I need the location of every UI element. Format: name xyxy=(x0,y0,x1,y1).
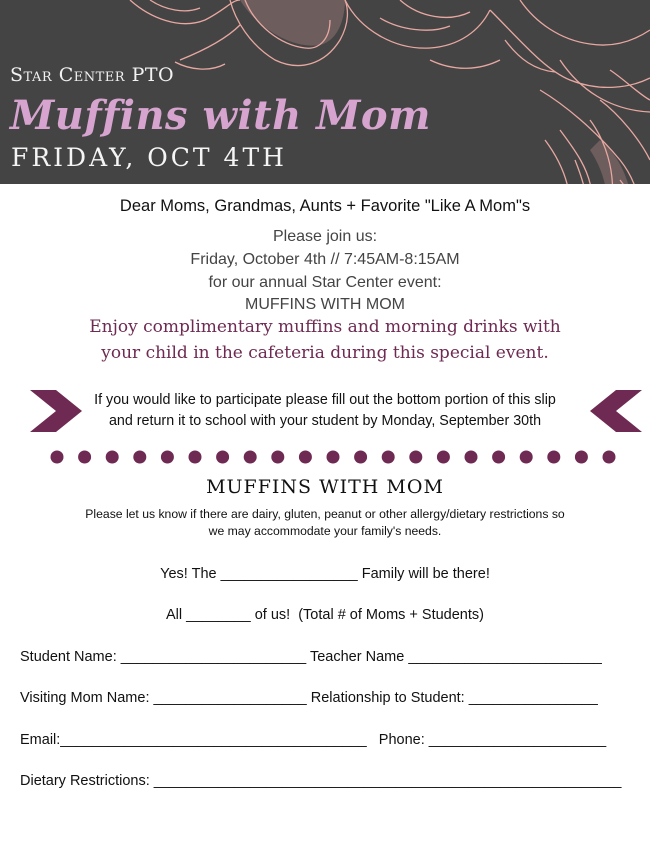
event-name: MUFFINS WITH MOM xyxy=(245,296,405,313)
return-instructions-line-1: If you would like to participate please fill out the bottom portion of this slip xyxy=(94,392,556,408)
divider-dot xyxy=(133,451,146,464)
divider-dot xyxy=(492,451,505,464)
attendee-count-field[interactable]: All ________ of us! (Total # of Moms + Students) xyxy=(166,607,484,623)
divider-dot xyxy=(78,451,91,464)
divider-dot xyxy=(575,451,588,464)
student-teacher-fields[interactable]: Student Name: _______________________ Teacher Name ________________________ xyxy=(20,649,602,665)
email-phone-fields[interactable]: Email:______________________________________ Phone: ______________________ xyxy=(20,732,607,748)
enjoy-text-line-2: your child in the cafeteria during this special event. xyxy=(101,343,549,363)
divider-dot xyxy=(299,451,312,464)
event-date-header: FRIDAY, OCT 4TH xyxy=(11,143,287,172)
divider-dot xyxy=(547,451,560,464)
dietary-restrictions-field[interactable]: Dietary Restrictions: __________________________________________________________ xyxy=(20,773,622,789)
form-title: MUFFINS WITH MOM xyxy=(206,476,444,498)
divider-dot xyxy=(603,451,616,464)
family-name-field[interactable]: Yes! The _________________ Family will be there! xyxy=(160,566,490,582)
divider-dot xyxy=(189,451,202,464)
divider-dot xyxy=(520,451,533,464)
dietary-note-line-1: Please let us know if there are dairy, gluten, peanut or other allergy/dietary restrictions so xyxy=(85,507,565,521)
return-instructions-line-2: and return it to school with your student by Monday, September 30th xyxy=(108,413,542,429)
divider-dot xyxy=(244,451,257,464)
divider-dot xyxy=(465,451,478,464)
dietary-note-line-2: we may accommodate your family's needs. xyxy=(208,524,442,538)
divider-dot xyxy=(106,451,119,464)
divider-dot xyxy=(437,451,450,464)
greeting: Dear Moms, Grandmas, Aunts + Favorite "Like A Mom"s xyxy=(119,197,531,215)
annual-event-text: for our annual Star Center event: xyxy=(208,274,442,291)
dotted-divider xyxy=(45,449,620,465)
divider-dot xyxy=(161,451,174,464)
chevron-left-icon xyxy=(590,390,642,432)
divider-dot xyxy=(51,451,64,464)
event-time: Friday, October 4th // 7:45AM-8:15AM xyxy=(190,251,460,268)
dietary-note xyxy=(0,506,650,540)
visiting-mom-fields[interactable]: Visiting Mom Name: ___________________ Relationship to Student: ________________ xyxy=(20,690,598,706)
divider-dot xyxy=(327,451,340,464)
divider-dot xyxy=(409,451,422,464)
divider-dot xyxy=(216,451,229,464)
header-banner xyxy=(0,0,650,184)
enjoy-text-line-1: Enjoy complimentary muffins and morning drinks with xyxy=(89,317,561,337)
org-name: Star Center PTO xyxy=(10,64,175,86)
return-instructions xyxy=(72,390,578,432)
event-script-title: Muffins with Mom xyxy=(10,92,431,139)
divider-dot xyxy=(354,451,367,464)
divider-dot xyxy=(382,451,395,464)
join-text: Please join us: xyxy=(272,228,378,245)
divider-dot xyxy=(271,451,284,464)
